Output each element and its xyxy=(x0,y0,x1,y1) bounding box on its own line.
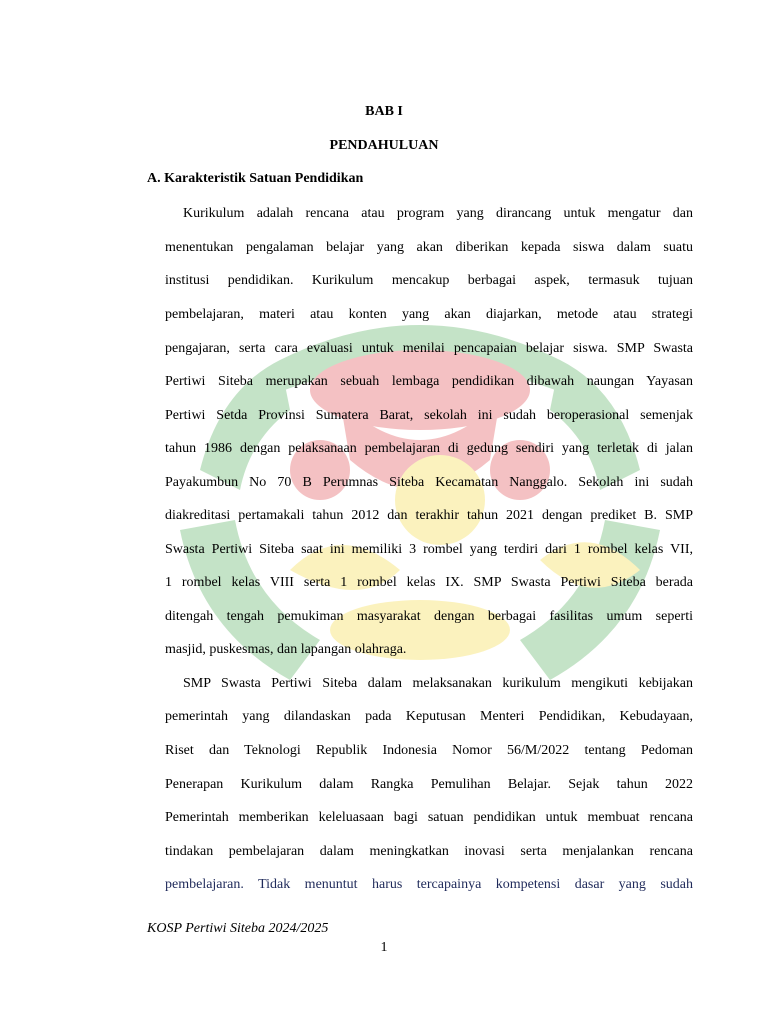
footer-text: KOSP Pertiwi Siteba 2024/2025 xyxy=(147,921,329,936)
chapter-number: BAB I xyxy=(365,104,403,119)
text-line: ditengah tengah pemukiman masyarakat dengan berbagai fasilitas umum seperti xyxy=(165,609,693,624)
text-line: Pertiwi Setda Provinsi Sumatera Barat, sekolah ini sudah beroperasional semenjak xyxy=(165,408,693,423)
text-line: pemerintah yang dilandaskan pada Keputusan Menteri Pendidikan, Kebudayaan, xyxy=(165,709,693,724)
page-number: 1 xyxy=(380,940,388,955)
chapter-title: PENDAHULUAN xyxy=(329,138,439,153)
text-line: menentukan pengalaman belajar yang akan diberikan kepada siswa dalam suatu xyxy=(165,240,693,255)
text-line: pembelajaran, materi atau konten yang akan diajarkan, metode atau strategi xyxy=(165,307,693,322)
text-line: tahun 1986 dengan pelaksanaan pembelajaran di gedung sendiri yang terletak di jalan xyxy=(165,441,693,456)
text-line: 1 rombel kelas VIII serta 1 rombel kelas IX. SMP Swasta Pertiwi Siteba berada xyxy=(165,575,693,590)
text-line: pembelajaran. Tidak menuntut harus tercapainya kompetensi dasar yang sudah xyxy=(165,877,693,892)
text-line: tindakan pembelajaran dalam meningkatkan inovasi serta menjalankan rencana xyxy=(165,844,693,859)
text-line: Payakumbun No 70 B Perumnas Siteba Kecamatan Nanggalo. Sekolah ini sudah xyxy=(165,475,693,490)
text-line: Penerapan Kurikulum dalam Rangka Pemulihan Belajar. Sejak tahun 2022 xyxy=(165,777,693,792)
text-line: Swasta Pertiwi Siteba saat ini memiliki 3 rombel yang terdiri dari 1 rombel kelas VII, xyxy=(165,542,693,557)
text-line: diakreditasi pertamakali tahun 2012 dan terakhir tahun 2021 dengan prediket B. SMP xyxy=(165,508,693,523)
text-line: Kurikulum adalah rencana atau program yang dirancang untuk mengatur dan xyxy=(183,206,693,221)
text-line: Pemerintah memberikan keleluasaan bagi satuan pendidikan untuk membuat rencana xyxy=(165,810,693,825)
text-line: pengajaran, serta cara evaluasi untuk menilai pencapaian belajar siswa. SMP Swasta xyxy=(165,341,693,356)
text-line: masjid, puskesmas, dan lapangan olahraga. xyxy=(165,642,407,657)
section-heading: A. Karakteristik Satuan Pendidikan xyxy=(147,171,364,186)
text-line: Riset dan Teknologi Republik Indonesia Nomor 56/M/2022 tentang Pedoman xyxy=(165,743,693,758)
text-line: SMP Swasta Pertiwi Siteba dalam melaksanakan kurikulum mengikuti kebijakan xyxy=(183,676,693,691)
text-line: institusi pendidikan. Kurikulum mencakup berbagai aspek, termasuk tujuan xyxy=(165,273,693,288)
text-line: Pertiwi Siteba merupakan sebuah lembaga pendidikan dibawah naungan Yayasan xyxy=(165,374,693,389)
